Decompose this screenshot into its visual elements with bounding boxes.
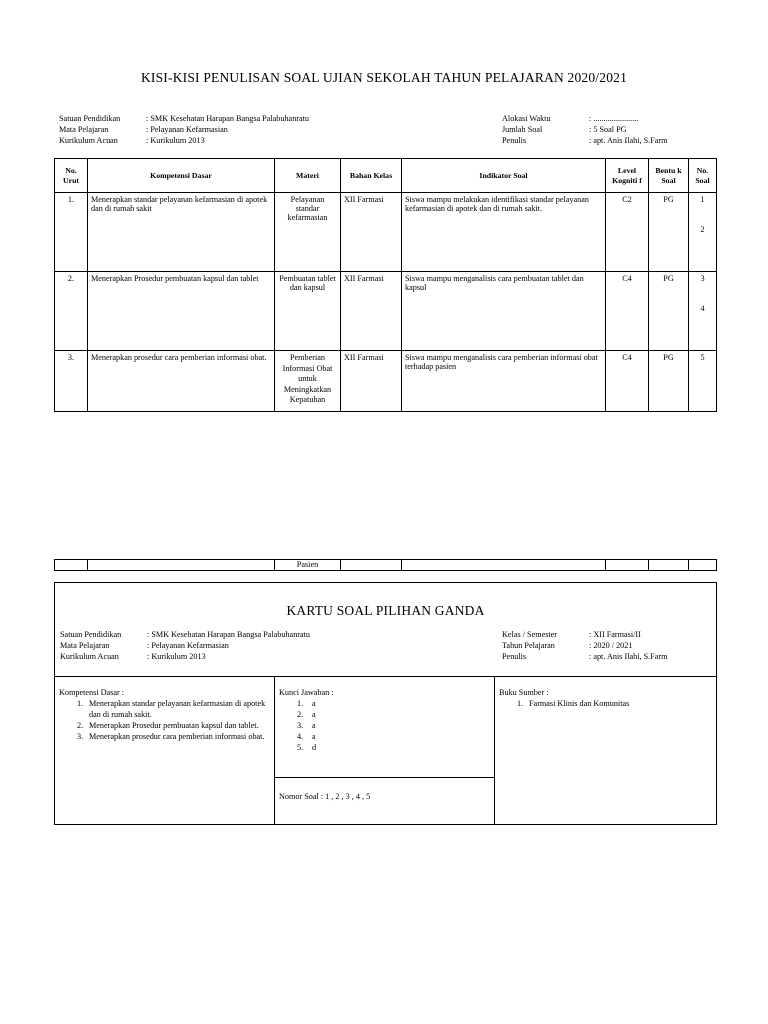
- list-text: Menerapkan prosedur cara pemberian informasi obat.: [89, 732, 265, 741]
- answer-key: a: [312, 710, 316, 719]
- kartu-soal: [54, 582, 717, 825]
- header-info-left: [59, 114, 479, 148]
- list-item: [279, 709, 489, 720]
- kartu-info-left: [60, 630, 480, 664]
- cell-bentuk: PG: [649, 193, 689, 272]
- no-soal-value: 3: [700, 274, 705, 283]
- list-number: 3.: [297, 721, 304, 730]
- list-number: 4.: [297, 732, 304, 741]
- cell-materi: [275, 351, 341, 412]
- table-row: [55, 272, 717, 351]
- column-header: Materi: [275, 159, 341, 193]
- kunci-section: [279, 687, 489, 753]
- info-label: Satuan Pendidikan: [59, 114, 121, 123]
- divider: [494, 676, 495, 824]
- cell-no: 2.: [55, 272, 88, 351]
- list-item: [499, 698, 711, 709]
- cell-no: 1.: [55, 193, 88, 272]
- info-value: : SMK Kesehatan Harapan Bangsa Palabuhanratu: [146, 114, 310, 123]
- cell-no-soal: 5: [689, 351, 717, 412]
- info-label: Alokasi Waktu: [502, 114, 551, 123]
- info-value: : 5 Soal PG: [589, 125, 627, 134]
- cell-bentuk: PG: [649, 272, 689, 351]
- answer-key: a: [312, 721, 316, 730]
- column-header: Indikator Soal: [402, 159, 606, 193]
- answer-key: d: [312, 743, 317, 752]
- list-number: 3.: [77, 732, 84, 741]
- list-number: 1.: [297, 699, 304, 708]
- table-header-row: [55, 159, 717, 193]
- column-header: Bahan Kelas: [341, 159, 402, 193]
- info-label: Tahun Pelajaran: [502, 641, 555, 650]
- column-header: Bentu k Soal: [649, 159, 689, 193]
- info-value: : ......................: [589, 114, 639, 123]
- info-value: : Kurikulum 2013: [147, 652, 206, 661]
- info-label: Jumlah Soal: [502, 125, 543, 134]
- cell-materi: Pasien: [275, 560, 341, 571]
- info-label: Satuan Pendidikan: [60, 630, 122, 639]
- list-number: 1.: [77, 699, 84, 708]
- header-info-right: [502, 114, 712, 148]
- kunci-label: Kunci Jawaban :: [279, 688, 334, 697]
- info-label: Penulis: [502, 652, 527, 661]
- cell-kelas: XII Farmasi: [341, 272, 402, 351]
- list-text: Menerapkan standar pelayanan kefarmasian di apotek dan di rumah sakit.: [89, 699, 266, 719]
- list-text: Farmasi Klinis dan Komunitas: [529, 699, 630, 708]
- cell-no-soal: [689, 193, 717, 272]
- cell-materi: Pembuatan tablet dan kapsul: [275, 272, 341, 351]
- list-number: 5.: [297, 743, 304, 752]
- table-continuation: [54, 559, 717, 571]
- no-soal-value: 2: [700, 225, 705, 234]
- table-row: [55, 351, 717, 412]
- materi-text: Pemberian Informasi Obat untuk Meningkatkan Kepatuhan: [282, 353, 333, 404]
- info-value: : apt. Anis Ilahi, S.Farm: [589, 652, 668, 661]
- info-value: : Kurikulum 2013: [146, 136, 205, 145]
- info-value: : XII Farmasi/II: [589, 630, 641, 639]
- info-label: Kurikulum Acuan: [59, 136, 118, 145]
- list-number: 2.: [297, 710, 304, 719]
- divider: [274, 777, 495, 778]
- list-item: [279, 731, 489, 742]
- info-label: Penulis: [502, 136, 527, 145]
- cell-indikator: Siswa mampu melakukan identifikasi standar pelayanan kefarmasian di apotek dan di rumah sakit.: [402, 193, 606, 272]
- cell-materi: Pelayanan standar kefarmasian: [275, 193, 341, 272]
- info-value: : apt. Anis Ilahi, S.Farm: [589, 136, 668, 145]
- cell-kelas: XII Farmasi: [341, 193, 402, 272]
- cell-bentuk: PG: [649, 351, 689, 412]
- kartu-info-right: [502, 630, 712, 664]
- cell-level: C4: [606, 272, 649, 351]
- sumber-label: Buku Sumber :: [499, 688, 549, 697]
- info-value: : SMK Kesehatan Harapan Bangsa Palabuhanratu: [147, 630, 311, 639]
- table-row: [55, 560, 717, 571]
- kd-section: [59, 687, 271, 742]
- answer-key: a: [312, 699, 316, 708]
- page-title: KISI-KISI PENULISAN SOAL UJIAN SEKOLAH TAHUN PELAJARAN 2020/2021: [140, 70, 628, 85]
- column-header: Kompetensi Dasar: [88, 159, 275, 193]
- cell-kd: Menerapkan prosedur cara pemberian informasi obat.: [88, 351, 275, 412]
- sumber-section: [499, 687, 711, 709]
- kisi-kisi-table: [54, 158, 717, 412]
- kd-label: Kompetensi Dasar :: [59, 688, 125, 697]
- info-value: : 2020 / 2021: [589, 641, 633, 650]
- column-header: Level Kogniti f: [606, 159, 649, 193]
- list-text: Menerapkan Prosedur pembuatan kapsul dan tablet.: [89, 721, 259, 730]
- list-item: [279, 698, 489, 709]
- column-header: No. Soal: [689, 159, 717, 193]
- cell-indikator: Siswa mampu menganalisis cara pemberian informasi obat terhadap pasien: [402, 351, 606, 412]
- cell-kd: Menerapkan Prosedur pembuatan kapsul dan tablet: [88, 272, 275, 351]
- kartu-title: KARTU SOAL PILIHAN GANDA: [286, 603, 485, 618]
- list-item: [59, 720, 271, 731]
- no-soal-value: 1: [700, 195, 705, 204]
- divider: [55, 676, 716, 677]
- info-label: Mata Pelajaran: [59, 125, 109, 134]
- info-label: Mata Pelajaran: [60, 641, 110, 650]
- list-item: [59, 731, 271, 742]
- cell-kelas: XII Farmasi: [341, 351, 402, 412]
- answer-key: a: [312, 732, 316, 741]
- cell-level: C4: [606, 351, 649, 412]
- cell-no-soal: [689, 272, 717, 351]
- list-item: [279, 720, 489, 731]
- divider: [274, 676, 275, 824]
- list-number: 2.: [77, 721, 84, 730]
- info-label: Kelas / Semester: [502, 630, 558, 639]
- table-row: [55, 193, 717, 272]
- list-item: [59, 698, 271, 720]
- info-value: : Pelayanan Kefarmasian: [146, 125, 228, 134]
- list-number: 1.: [517, 699, 524, 708]
- info-label: Kurikulum Acuan: [60, 652, 119, 661]
- column-header: No. Urut: [55, 159, 88, 193]
- info-value: : Pelayanan Kefarmasian: [147, 641, 229, 650]
- cell-kd: Menerapkan standar pelayanan kefarmasian di apotek dan di rumah sakit: [88, 193, 275, 272]
- nomor-soal: Nomor Soal : 1 , 2 , 3 , 4 , 5: [279, 792, 371, 801]
- no-soal-value: 4: [700, 304, 705, 313]
- cell-no: 3.: [55, 351, 88, 412]
- cell-indikator: Siswa mampu menganalisis cara pembuatan tablet dan kapsul: [402, 272, 606, 351]
- list-item: [279, 742, 489, 753]
- cell-level: C2: [606, 193, 649, 272]
